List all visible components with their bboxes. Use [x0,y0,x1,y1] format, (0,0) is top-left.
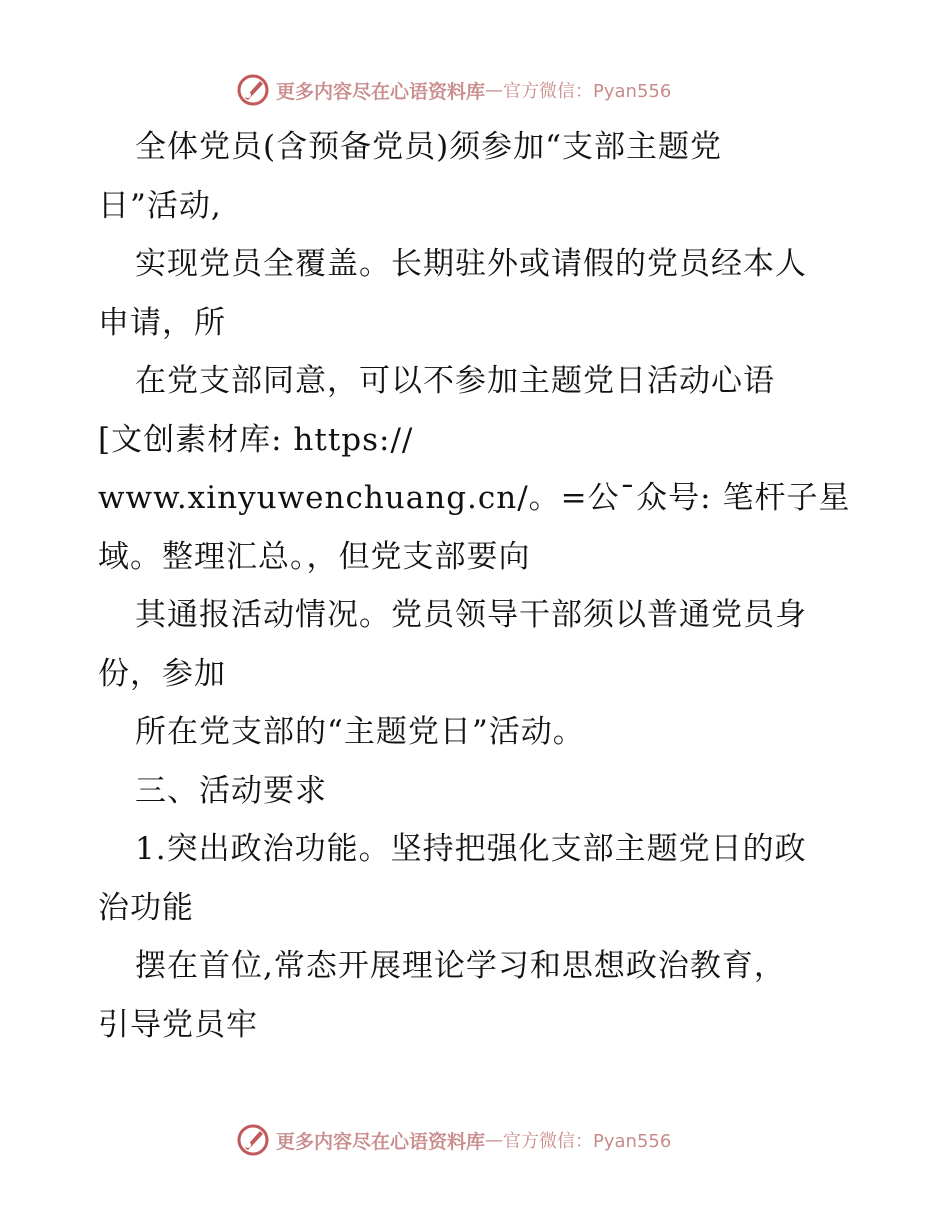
header-banner-text: 更多内容尽在心语资料库 [276,80,486,103]
header-banner-suffix: 官方微信：Pyan556 [503,81,672,102]
body-line: 日”活动, [98,187,222,224]
body-line: 1.突出政治功能。坚持把强化支部主题党日的政 [135,831,807,867]
footer-banner [236,1122,671,1158]
header-banner [236,72,671,108]
body-line: 份，参加 [98,655,226,692]
body-line: 引导党员牢 [98,1006,258,1043]
footer-banner-suffix: 官方微信：Pyan556 [503,1131,672,1152]
header-banner-dash: — [485,79,504,101]
body-line: www.xinyuwenchuang.cn/。=公¯众号: 笔杆子星 [98,480,851,516]
body-line: 其通报活动情况。党员领导干部须以普通党员身 [135,597,807,633]
body-line: 所在党支部的“主题党日”活动。 [135,714,585,750]
body-line: 治功能 [98,889,194,926]
section-heading: 三、活动要求 [135,772,327,809]
quill-logo-icon [236,73,270,107]
footer-banner-dash: — [485,1129,504,1151]
body-line: 在党支部同意，可以不参加主题党日活动心语 [135,363,775,399]
body-line: 全体党员(含预备党员)须参加“支部主题党 [135,129,723,165]
body-line: 域。整理汇总。，但党支部要向 [98,538,531,575]
footer-banner-text: 更多内容尽在心语资料库 [276,1130,486,1153]
document-body [98,118,888,1054]
quill-logo-icon [236,1123,270,1157]
body-line: 申请，所 [98,304,226,341]
body-line: 摆在首位,常态开展理论学习和思想政治教育， [135,948,786,984]
body-line: [文创素材库: https:// [98,421,414,458]
body-line: 实现党员全覆盖。长期驻外或请假的党员经本人 [135,246,807,282]
